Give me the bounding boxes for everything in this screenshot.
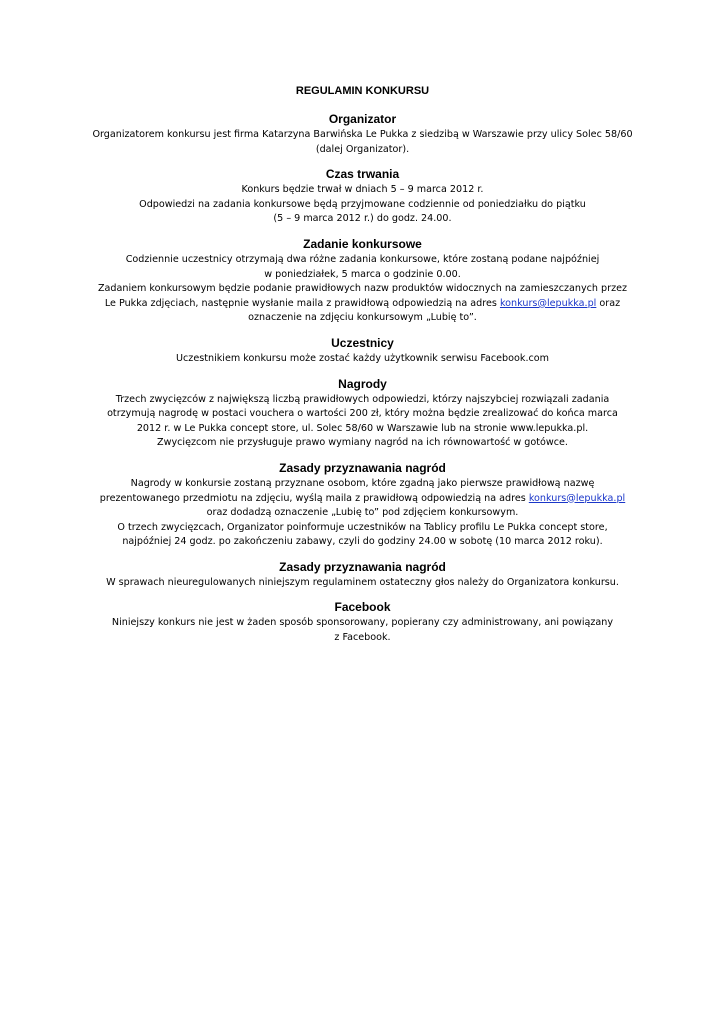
text-line: Zwycięzcom nie przysługuje prawo wymiany nagród na ich równowartość w gotówce. bbox=[157, 437, 568, 449]
section-heading: Nagrody bbox=[338, 376, 387, 391]
section-czas-trwania bbox=[60, 167, 665, 227]
text-line: Codziennie uczestnicy otrzymają dwa różne zadania konkursowe, które zostaną podane najpóźniej bbox=[125, 253, 600, 265]
text-line: Organizatorem konkursu jest firma Katarzyna Barwińska Le Pukka z siedzibą w Warszawie przy ulicy Solec 58/60 bbox=[92, 129, 633, 140]
section-heading: Facebook bbox=[334, 600, 391, 615]
section-uczestnicy bbox=[60, 336, 665, 367]
text-line bbox=[60, 297, 665, 312]
document-title: REGULAMIN KONKURSU bbox=[295, 85, 430, 97]
section-heading: Zasady przyznawania nagród bbox=[279, 559, 446, 574]
section-heading: Zasady przyznawania nagród bbox=[279, 460, 446, 475]
email-link[interactable]: konkurs@lepukka.pl bbox=[528, 492, 626, 504]
text-line: Nagrody w konkursie zostaną przyznane osobom, które zgadną jako pierwsze prawidłową nazwę bbox=[130, 477, 595, 489]
text-line: otrzymują nagrodę w postaci vouchera o wartości 200 zł, który można będzie zrealizować do końca marca bbox=[107, 408, 618, 420]
text-line: Konkurs będzie trwał w dniach 5 – 9 marca 2012 r. bbox=[241, 184, 484, 196]
section-heading: Czas trwania bbox=[325, 167, 400, 182]
text-line: z Facebook. bbox=[334, 632, 391, 644]
section-zadanie-konkursowe bbox=[60, 237, 665, 326]
email-link[interactable]: konkurs@lepukka.pl bbox=[499, 297, 597, 309]
text-line: Niniejszy konkurs nie jest w żaden sposób sponsorowany, popierany czy administrowany, ani powiązany bbox=[111, 617, 614, 629]
section-heading: Organizator bbox=[328, 112, 397, 126]
text-line: Trzech zwycięzców z największą liczbą prawidłowych odpowiedzi, którzy najszybciej rozwiązali zadania bbox=[115, 393, 610, 405]
section-heading: Uczestnicy bbox=[331, 335, 394, 350]
text-fragment: prezentowanego przedmiotu na zdjęciu, wyślą maila z prawidłową odpowiedzią na adres bbox=[99, 492, 529, 504]
text-line bbox=[60, 492, 665, 507]
text-line: 2012 r. w Le Pukka concept store, ul. Solec 58/60 w Warszawie lub na stronie www.lepukka.pl. bbox=[136, 422, 589, 434]
text-line: najpóźniej 24 godz. po zakończeniu zabawy, czyli do godziny 24.00 w sobotę (10 marca 2012 roku). bbox=[122, 536, 603, 548]
section-facebook bbox=[60, 600, 665, 645]
text-line: w poniedziałek, 5 marca o godzinie 0.00. bbox=[264, 268, 461, 280]
text-line: Uczestnikiem konkursu może zostać każdy użytkownik serwisu Facebook.com bbox=[176, 352, 549, 364]
text-line: O trzech zwycięzcach, Organizator poinformuje uczestników na Tablicy profilu Le Pukka concept store, bbox=[117, 521, 608, 533]
section-zasady-przyznawania-nagrod bbox=[60, 461, 665, 550]
section-heading: Zadanie konkursowe bbox=[303, 236, 422, 251]
text-line: Odpowiedzi na zadania konkursowe będą przyjmowane codziennie od poniedziałku do piątku bbox=[139, 198, 586, 210]
document-body bbox=[60, 84, 665, 656]
text-line: Zadaniem konkursowym będzie podanie prawidłowych nazw produktów widocznych na zamieszczanych przez bbox=[97, 283, 628, 295]
section-zasady-przyznawania-nagrod-2 bbox=[60, 560, 665, 591]
text-line: W sprawach nieuregulowanych niniejszym regulaminem ostateczny głos należy do Organizatora konkursu. bbox=[106, 576, 619, 588]
text-line: oznaczenie na zdjęciu konkursowym „Lubię to”. bbox=[248, 312, 477, 324]
text-line: oraz dodadzą oznaczenie „Lubię to” pod zdjęciem konkursowym. bbox=[206, 507, 519, 519]
text-line: (dalej Organizator). bbox=[315, 143, 410, 155]
section-organizator bbox=[60, 112, 665, 157]
section-nagrody bbox=[60, 377, 665, 451]
text-fragment: Le Pukka zdjęciach, następnie wysłanie maila z prawidłową odpowiedzią na adres bbox=[104, 297, 500, 309]
text-fragment: oraz bbox=[596, 297, 621, 309]
text-line: (5 – 9 marca 2012 r.) do godz. 24.00. bbox=[273, 213, 452, 225]
